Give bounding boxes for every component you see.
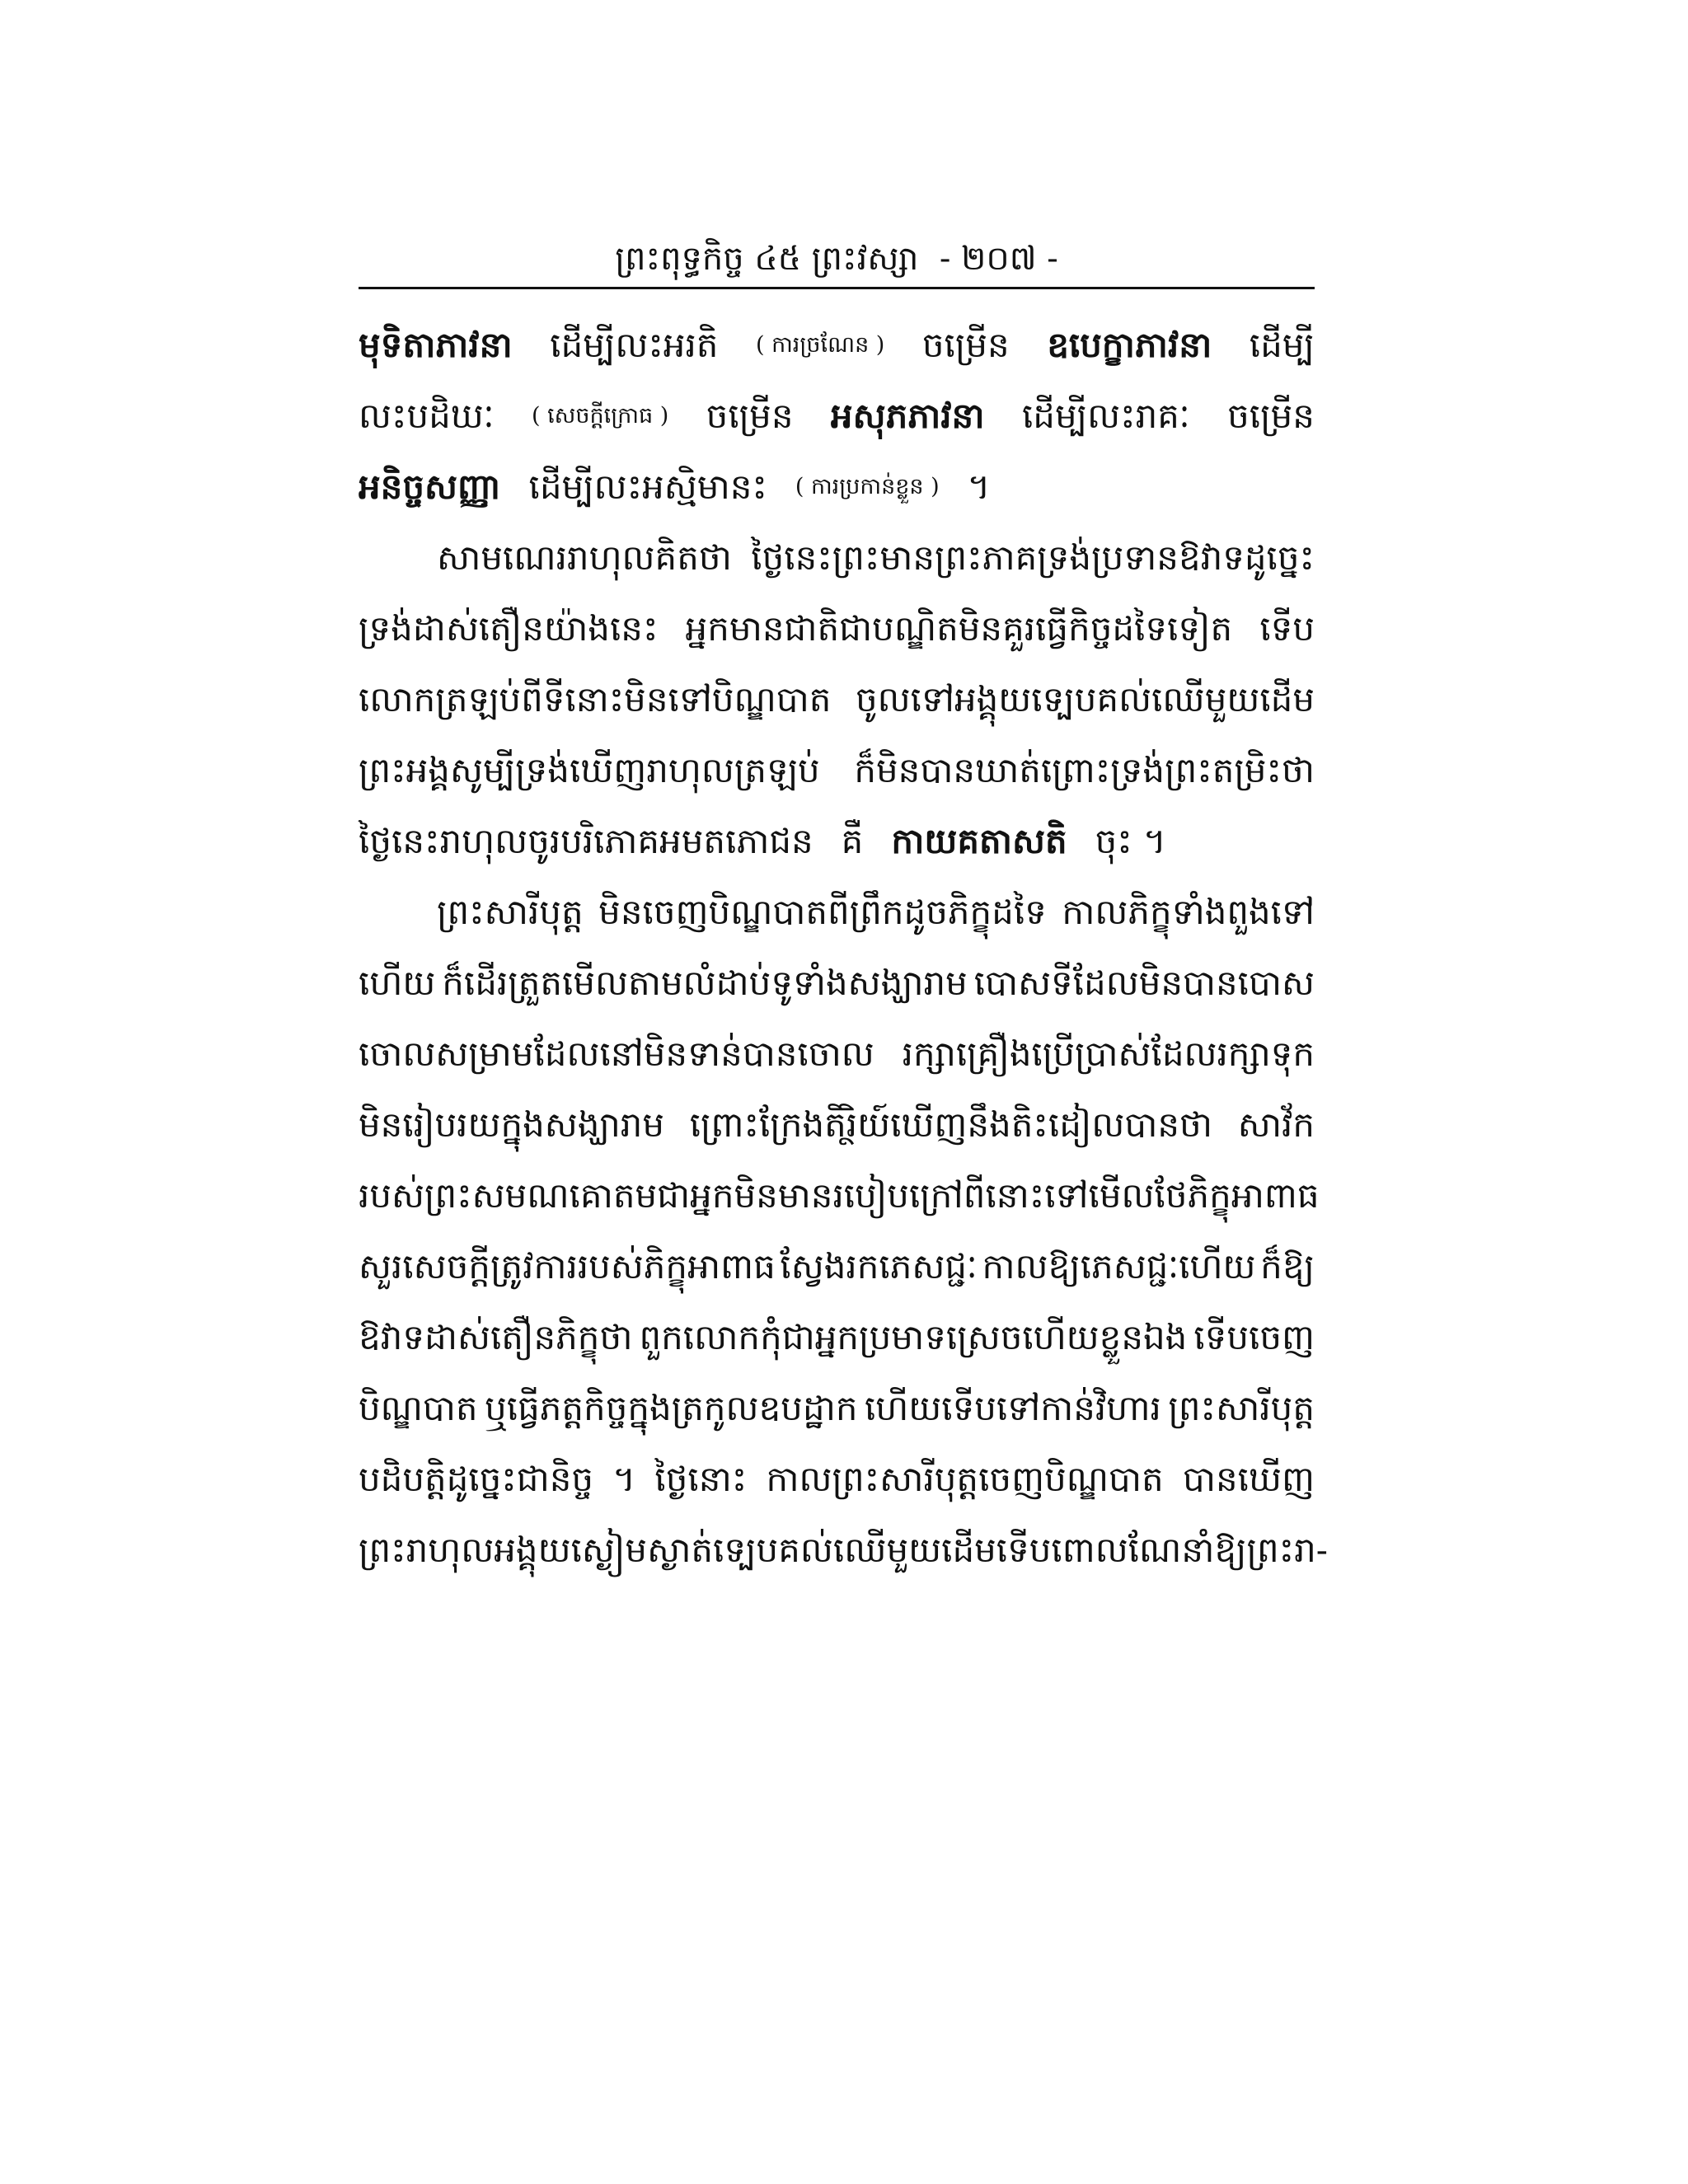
word: ហើយទើបទៅកាន់វិហារ [864,1388,1161,1428]
parenthetical: ( ការប្រកាន់ខ្លួន ) [795,474,940,499]
word: ថ្ងៃនេះរាហុលចូរបរិភោគអមតភោជន [359,821,814,861]
word: ឱវាទដាស់តឿនភិក្ខុថា [359,1317,633,1357]
running-head [615,242,1058,287]
word: កាលព្រះសារីបុត្តចេញបិណ្ឌបាត [766,1459,1164,1499]
word: ទើប [1259,608,1315,649]
word: ព្រះសារីបុត្ត [437,892,584,932]
text-line [359,381,1315,452]
word: ។ [612,1459,636,1499]
text-line [359,1302,1315,1373]
text-line [359,735,1315,806]
word: គឺ [841,821,864,861]
text-line [359,1373,1315,1444]
text-line [359,593,1315,664]
text-line [359,877,1315,948]
word: មិនរៀបរយក្នុងសង្ឃារាម [359,1104,664,1145]
word: ថ្ងៃនេះព្រះមានព្រះភាគទ្រង់ប្រទានឱវាទដូច្នេះ [751,537,1315,578]
text-line [359,1444,1315,1515]
word: ពួកលោកកុំជាអ្នកប្រមាទស្រេចហើយខ្លួនឯង [639,1317,1188,1357]
text-line [359,806,1315,877]
word: ចូលទៅអង្គុយទ្បេបគល់ឈើមួយដើម [856,679,1315,719]
term-anicca-sanna: អនិច្ចសញ្ញា [359,466,501,507]
word: បដិបត្តិដូច្នេះជានិច្ច [359,1459,594,1499]
term-mudita-bhavana: មុទិតាភាវនា [359,325,513,365]
word: ទ្រង់ដាស់តឿនយ៉ាងនេះ [359,608,659,649]
text-line [359,452,1315,523]
word: អ្នកមានជាតិជាបណ្ឌិតមិនគួរធ្វើកិច្ចដទៃទៀត [685,608,1233,649]
word: ព្រះរាហុលអង្គុយស្ងៀមស្ងាត់ទ្បេបគល់ឈើមួយដើម [359,1530,996,1570]
word: ស្វែងរកភេសជ្ជៈ [780,1246,978,1286]
word: ព្រះសារីបុត្ត [1168,1388,1315,1428]
word: ដើម្បីលះអរតិ [550,325,719,365]
text-line [359,523,1315,593]
parenthetical: ( ការច្រណែន ) [755,332,885,358]
word: សួរសេចក្ដីត្រូវការរបស់ភិក្ខុអាពាធ [359,1246,776,1286]
word: ទើបពោលណែនាំឱ្យព្រះរា- [996,1530,1328,1570]
word: ។ [967,466,991,507]
page-number: - ២០៧ - [939,240,1058,278]
text-line [359,1231,1315,1302]
word: ក្រៅពីនោះទៅមើលថែភិក្ខុអាពាធ [908,1175,1320,1216]
word: ក៏ឱ្យ [1260,1246,1315,1286]
word: ដើម្បីលះរាគៈ [1021,396,1190,436]
text-line [359,1515,1328,1586]
word: លះបដិឃៈ [359,396,495,436]
word: រក្សាគ្រឿងប្រើប្រាស់ដែលរក្សាទុក [902,1033,1315,1074]
word: ឬធ្វើភត្តកិច្ចក្នុងត្រកូលឧបដ្ឋាក [485,1388,858,1428]
parenthetical: ( សេចក្ដីក្រោធ ) [532,403,669,429]
word: កាលឱ្យភេសជ្ជៈហើយ [982,1246,1256,1286]
word: ថ្ងៃនោះ [654,1459,748,1499]
word: ក៏ដើរត្រួតមើលតាមលំដាប់ទូទាំងសង្ឃារាម [442,963,968,1003]
word: ចុះ ។ [1095,821,1166,861]
text-line [359,1019,1315,1090]
word: ព្រោះក្រែងតិរ្ថិយ៍ឃើញនឹងតិះដៀលបានថា [689,1104,1212,1145]
term-upekkha-bhavana: ឧបេក្ខាភាវនា [1047,325,1212,365]
text-line [359,310,1315,381]
word: បានឃើញ [1182,1459,1315,1499]
text-line [359,948,1315,1019]
word: សាមណេររាហុលគិតថា [437,537,732,578]
word: ចម្រើន [921,325,1010,365]
word: បិណ្ឌបាត [359,1388,478,1428]
word: ចម្រើន [706,396,794,436]
word: ព្រះអង្គសូម្បីទ្រង់ឃើញរាហុលត្រឡប់ [359,750,820,790]
word: សាវ័ក [1237,1104,1315,1145]
term-asubha-bhavana: អសុភភាវនា [830,396,985,436]
running-head-title: ព្រះពុទ្ធកិច្ច ៤៥ ព្រះវស្សា [615,240,919,278]
word: ទើបចេញ [1193,1317,1315,1357]
page-header [359,233,1315,289]
word: មិនចេញបិណ្ឌបាតពីព្រឹកដូចភិក្ខុដទៃ [598,892,1047,932]
word: របស់ព្រះសមណគោតមជាអ្នកមិនមានរបៀប [359,1175,909,1216]
word: ចម្រើន [1227,396,1315,436]
text-line [359,1090,1315,1160]
body-text [359,310,1328,1586]
word: បោសទីដែលមិនបានបោស [973,963,1315,1003]
term-kayagatasati: កាយគតាសតិ [891,821,1067,861]
word: ក៏មិនបានឃាត់ព្រោះទ្រង់ព្រះតម្រិះថា [854,750,1315,790]
word: ដើម្បីលះអស្មិមានះ [528,466,767,507]
word: ដើម្បី [1249,325,1315,365]
word: កាលភិក្ខុទាំងពួងទៅ [1062,892,1315,932]
word: លោកត្រឡប់ពីទីនោះមិនទៅបិណ្ឌបាត [359,679,832,719]
word: ចោលសម្រាមដែលនៅមិនទាន់បានចោល [359,1033,874,1074]
text-line [359,1160,1320,1231]
text-line [359,664,1315,735]
word: ហើយ [359,963,436,1003]
